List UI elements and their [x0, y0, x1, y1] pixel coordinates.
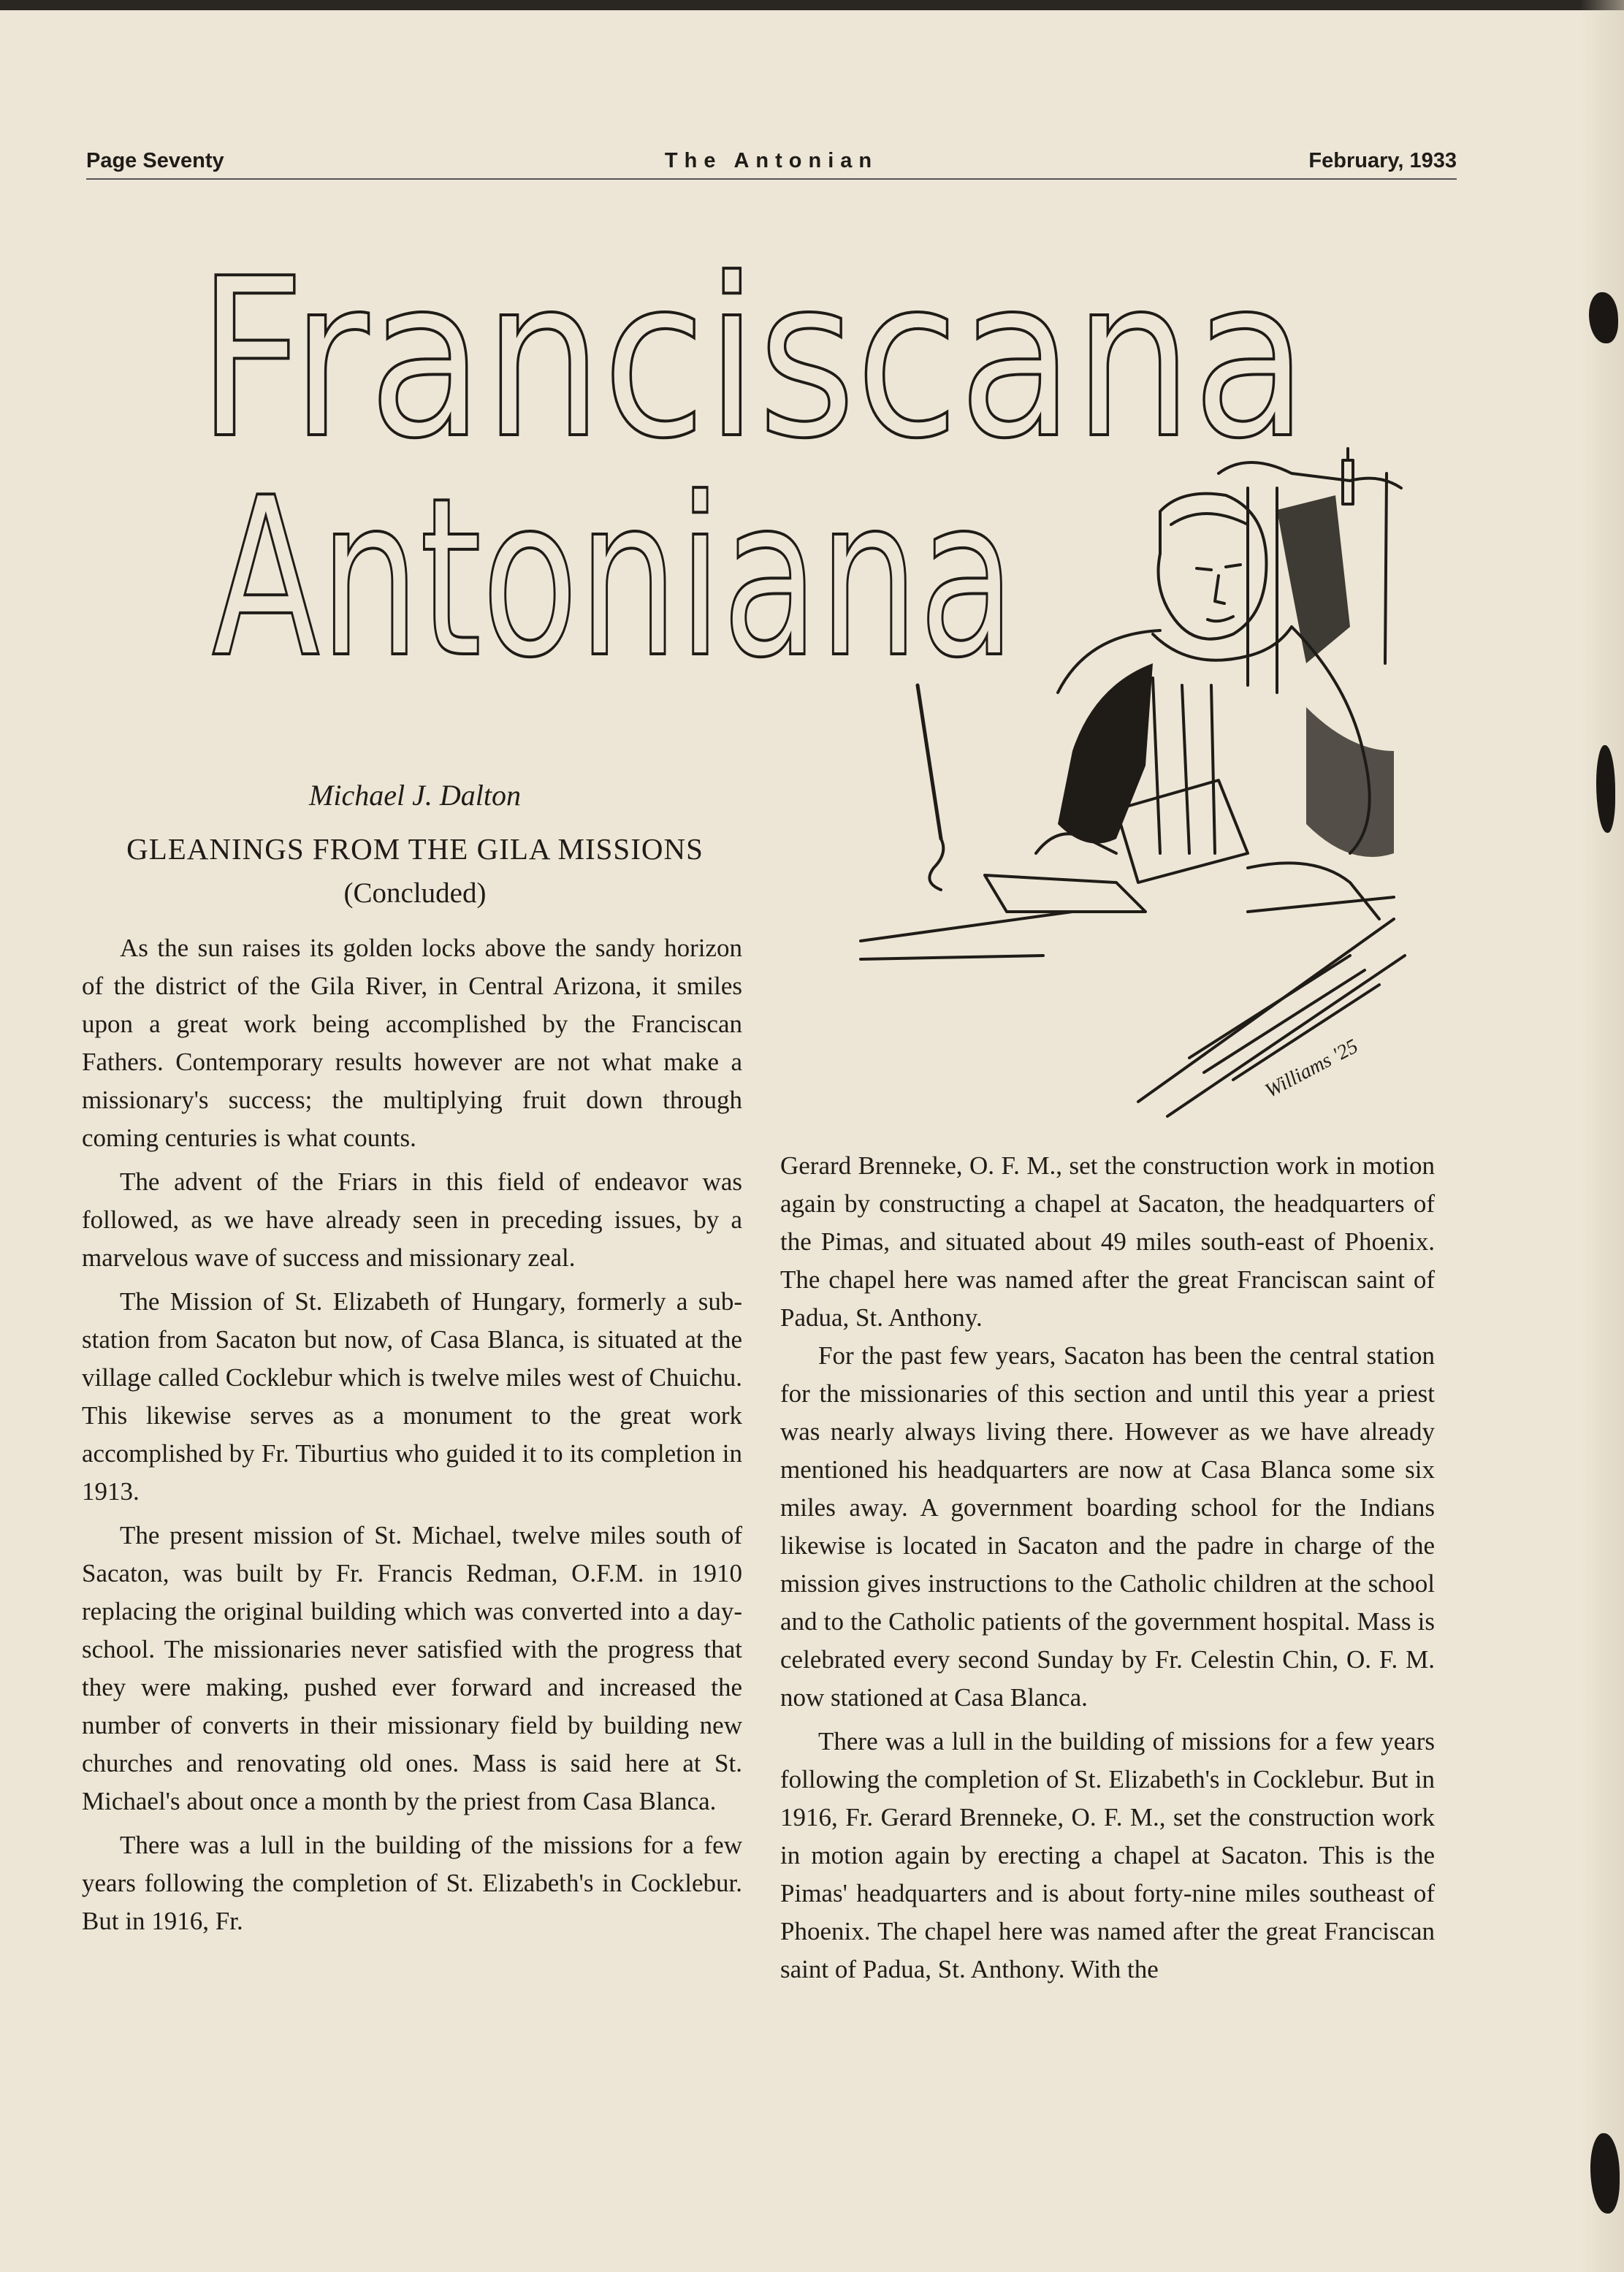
paragraph: There was a lull in the building of the missions for a few years following the completion of St. Elizabeth's in Cocklebur. But in 1916, Fr. — [82, 1831, 742, 1935]
masthead-line-1: Franciscana — [197, 241, 1308, 487]
article-title: GLEANINGS FROM THE GILA MISSIONS — [126, 832, 704, 866]
paragraph: Gerard Brenneke, O. F. M., set the construction work in motion again by constructing a chapel at Sacaton, the headquarters of the Pimas, and situated about 49 miles south-east of Phoenix. The chapel here was named after the great Franciscan saint of Padua, St. Anthony. — [780, 1151, 1435, 1332]
masthead-line-2: Antoniana — [212, 451, 1015, 694]
paragraph: The advent of the Friars in this field of endeavor was followed, as we have already seen in preceding issues, by a marvelous wave of success and missionary zeal. — [82, 1167, 742, 1272]
article-subtitle: (Concluded) — [343, 877, 487, 909]
column-right — [780, 1147, 1435, 1989]
page-number: Page Seventy — [86, 149, 224, 172]
illustration-signature: Williams '25 — [1261, 1034, 1362, 1103]
column-left — [82, 929, 742, 1940]
header-rule — [86, 178, 1457, 180]
paragraph: The present mission of St. Michael, twelve miles south of Sacaton, was built by Fr. Francis Redman, O.F.M. in 1910 replacing the original building which was converted into a day-school. The missionaries never satisfied with the progress that they were making, pushed ever forward and increased the number of converts in their missionary field by building new churches and renovating old ones. Mass is said here at St. Michael's about once a month by the priest from Casa Blanca. — [82, 1521, 742, 1815]
issue-date: February, 1933 — [1308, 149, 1457, 172]
edge-damage-mark — [1596, 745, 1615, 833]
paragraph: For the past few years, Sacaton has been the central station for the missionaries of this section and until this year a priest was nearly always living there. However as we have already mentioned his headquarters are now at Casa Blanca some six miles away. A government boarding school for the Indians likewise is located in Sacaton and the padre in charge of the mission gives instructions to the Catholic children at the school and to the Catholic patients of the government hospital. Mass is celebrated every second Sunday by Fr. Celestin Chin, O. F. M. now stationed at Casa Blanca. — [780, 1341, 1435, 1712]
paragraph: As the sun raises its golden locks above the sandy horizon of the district of the Gila River, in Central Arizona, it smiles upon a great work being accomplished by the Franciscan Fathers. Contemporary results however are not what make a missionary's success; the multiplying fruit down through coming centuries is what counts. — [82, 934, 742, 1152]
paragraph: There was a lull in the building of missions for a few years following the completion of St. Elizabeth's in Cocklebur. But in 1916, Fr. Gerard Brenneke, O. F. M., set the construction work in motion again by erecting a chapel at Sacaton. This is the Pimas' headquarters and is about forty-nine miles southeast of Phoenix. The chapel here was named after the great Franciscan saint of Padua, St. Anthony. With the — [780, 1727, 1435, 1983]
paragraph: The Mission of St. Elizabeth of Hungary, formerly a sub-station from Sacaton but now, of Casa Blanca, is situated at the village called Cocklebur which is twelve miles west of Chuichu. This likewise serves as a monument to the great work accomplished by Fr. Tiburtius who guided it to its completion in 1913. — [82, 1287, 742, 1506]
running-header — [86, 143, 1457, 177]
scan-top-border — [0, 0, 1624, 10]
magazine-name: The Antonian — [664, 149, 879, 172]
friar-writing-illustration — [839, 444, 1408, 1124]
author-byline: Michael J. Dalton — [309, 779, 521, 812]
